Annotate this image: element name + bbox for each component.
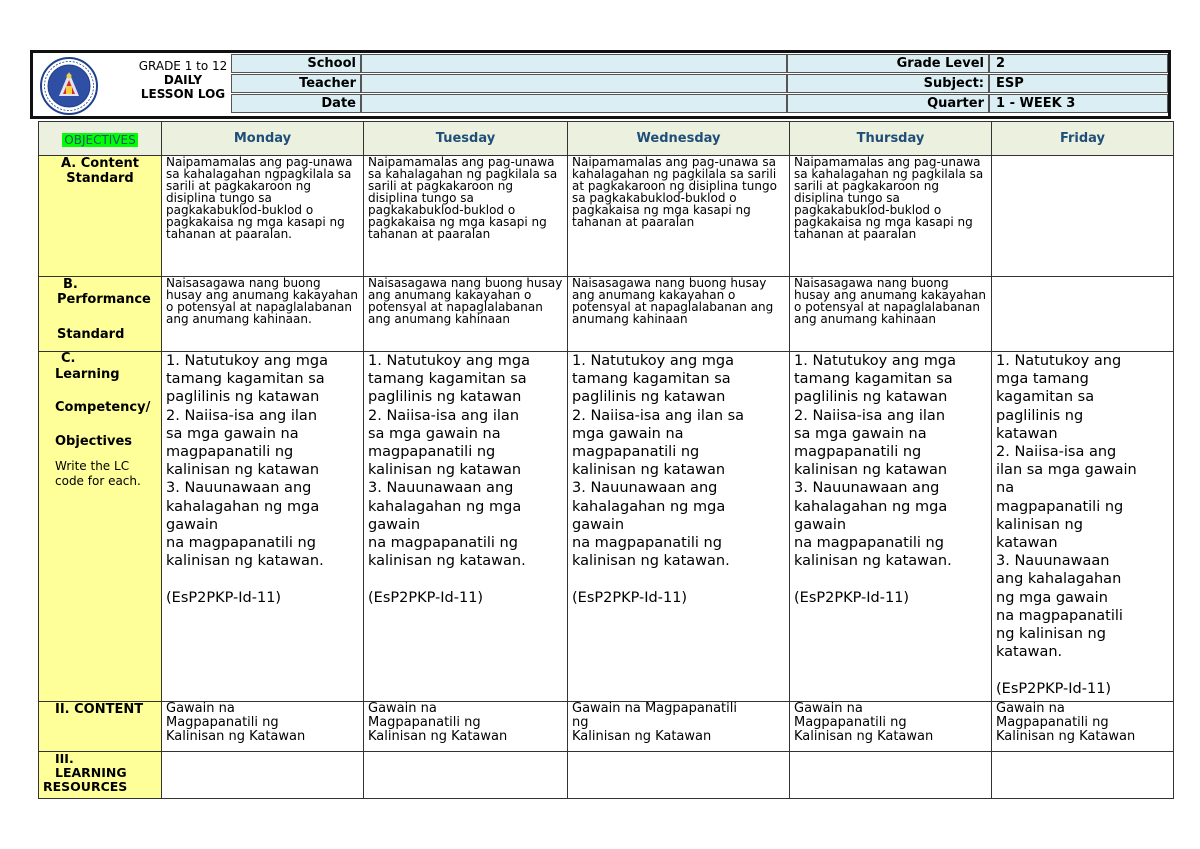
quarter-label: Quarter (787, 94, 989, 113)
school-label: School (231, 54, 361, 73)
day-header-friday: Friday (992, 122, 1174, 156)
learning-resources-wednesday[interactable] (568, 752, 790, 799)
content-standard-friday[interactable] (992, 156, 1174, 277)
competency-label-line3: Competency/ (55, 400, 151, 415)
performance-standard-label-line1: B. (63, 277, 78, 292)
lesson-log-header (30, 50, 1171, 119)
competency-thursday[interactable]: 1. Natutukoy ang mga tamang kagamitan sa paglilinis ng katawan 2. Naiisa-isa ang ilan sa mga gawain na magpapanatili ng kalinisan ng katawan 3. Nauunawaan ang kahalagahan ng mga gawain na magpapanatili ng kalinisan ng katawan. (EsP2PKP-Id-11) (790, 352, 992, 702)
content-tuesday[interactable]: Gawain na Magpapanatili ng Kalinisan ng Katawan (364, 702, 568, 752)
table-row-performance-standard (39, 277, 1174, 352)
learning-resources-friday[interactable] (992, 752, 1174, 799)
school-field[interactable] (361, 54, 787, 73)
learning-resources-tuesday[interactable] (364, 752, 568, 799)
competency-tuesday[interactable]: 1. Natutukoy ang mga tamang kagamitan sa paglilinis ng katawan 2. Naiisa-isa ang ilan sa mga gawain na magpapanatili ng kalinisan ng katawan 3. Nauunawaan ang kahalagahan ng mga gawain na magpapanatili ng kalinisan ng katawan. (EsP2PKP-Id-11) (364, 352, 568, 702)
subject-label: Subject: (787, 74, 989, 93)
day-header-monday: Monday (162, 122, 364, 156)
competency-label (39, 352, 162, 702)
table-row-learning-resources (39, 752, 1174, 799)
competency-note-line1: Write the LC (55, 459, 130, 473)
content-label: II. CONTENT (39, 702, 162, 752)
day-header-tuesday: Tuesday (364, 122, 568, 156)
performance-standard-label (39, 277, 162, 352)
content-standard-tuesday[interactable]: Naipamamalas ang pag-unawa sa kahalagahan ng pagkilala sa sarili at pagkakaroon ng disiplina tungo sa pagkakabuklod-buklod o pagkakaisa ng mga kasapi ng tahanan at paaralan (364, 156, 568, 277)
date-field[interactable] (361, 94, 787, 113)
content-standard-label-line1: A. Content (61, 156, 139, 171)
performance-standard-label-line3: Standard (57, 327, 125, 342)
competency-friday[interactable]: 1. Natutukoy ang mga tamang kagamitan sa paglilinis ng katawan 2. Naiisa-isa ang ilan sa mga gawain na magpapanatili ng kalinisan ng katawan 3. Nauunawaan ang kahalagahan ng mga gawain na magpapanatili ng kalinisan ng katawan. (EsP2PKP-Id-11) (992, 352, 1174, 702)
content-standard-wednesday[interactable]: Naipamamalas ang pag-unawa sa kahalagahan ng pagkilala sa sarili at pagkakaroon ng disiplina tungo sa pagkakabuklod-buklod o pagkakaisa ng mga kasapi ng tahanan at paaralan (568, 156, 790, 277)
subject-field[interactable]: ESP (989, 74, 1168, 93)
performance-standard-friday[interactable] (992, 277, 1174, 352)
lesson-log-text: LESSON LOG (140, 87, 226, 101)
grade-range-text: GRADE 1 to 12 (138, 59, 228, 73)
competency-label-line1: C. (61, 351, 76, 366)
table-row-content (39, 702, 1174, 752)
content-friday[interactable]: Gawain na Magpapanatili ng Kalinisan ng Katawan (992, 702, 1174, 752)
learning-resources-label-line1: III. (55, 751, 74, 766)
performance-standard-wednesday[interactable]: Naisasagawa nang buong husay ang anumang kakayahan o potensyal at napaglalabanan ang anumang kahinaan (568, 277, 790, 352)
date-label: Date (231, 94, 361, 113)
content-standard-label (39, 156, 162, 277)
content-wednesday[interactable]: Gawain na Magpapanatili ng Kalinisan ng Katawan (568, 702, 790, 752)
grade-level-label: Grade Level (787, 54, 989, 73)
header-row-2 (231, 74, 1168, 94)
competency-note-line2: code for each. (55, 474, 141, 488)
competency-wednesday[interactable]: 1. Natutukoy ang mga tamang kagamitan sa paglilinis ng katawan 2. Naiisa-isa ang ilan sa mga gawain na magpapanatili ng kalinisan ng katawan 3. Nauunawaan ang kahalagahan ng mga gawain na magpapanatili ng kalinisan ng katawan. (EsP2PKP-Id-11) (568, 352, 790, 702)
objectives-header-cell (39, 122, 162, 156)
performance-standard-monday[interactable]: Naisasagawa nang buong husay ang anumang kakayahan o potensyal at napaglalabanan ang anumang kahinaan. (162, 277, 364, 352)
objectives-header: OBJECTIVES (64, 133, 136, 147)
daily-text: DAILY (163, 73, 203, 87)
learning-resources-label (39, 752, 162, 799)
header-row-1 (231, 54, 1168, 74)
table-row-competency (39, 352, 1174, 702)
competency-label-line2: Learning (55, 367, 120, 382)
quarter-field[interactable]: 1 - WEEK 3 (989, 94, 1168, 113)
competency-label-line4: Objectives (55, 434, 133, 449)
lesson-log-table (38, 121, 1174, 799)
performance-standard-label-line2: Performance (57, 292, 151, 307)
performance-standard-tuesday[interactable]: Naisasagawa nang buong husay ang anumang kakayahan o potensyal at napaglalabanan ang anumang kahinaan (364, 277, 568, 352)
grade-level-field[interactable]: 2 (989, 54, 1168, 73)
teacher-label: Teacher (231, 74, 361, 93)
teacher-field[interactable] (361, 74, 787, 93)
performance-standard-thursday[interactable]: Naisasagawa nang buong husay ang anumang kakayahan o potensyal at napaglalabanan ang anumang kahinaan (790, 277, 992, 352)
learning-resources-label-line3: RESOURCES (43, 779, 128, 794)
content-standard-monday[interactable]: Naipamamalas ang pag-unawa sa kahalagahan ngpagkilala sa sarili at pagkakaroon ng disiplina tungo sa pagkakabuklod-buklod o pagkakaisa ng mga kasapi ng tahanan at paaralan. (162, 156, 364, 277)
content-standard-label-line2: Standard (66, 171, 134, 186)
content-thursday[interactable]: Gawain na Magpapanatili ng Kalinisan ng Katawan (790, 702, 992, 752)
header-fields (231, 53, 1168, 116)
day-header-thursday: Thursday (790, 122, 992, 156)
grade-title-block (125, 59, 241, 101)
table-header-row (39, 122, 1174, 156)
learning-resources-label-line2: LEARNING (55, 765, 127, 780)
day-header-wednesday: Wednesday (568, 122, 790, 156)
learning-resources-monday[interactable] (162, 752, 364, 799)
content-monday[interactable]: Gawain na Magpapanatili ng Kalinisan ng Katawan (162, 702, 364, 752)
header-row-3 (231, 94, 1168, 114)
deped-seal-logo (37, 56, 101, 116)
table-row-content-standard (39, 156, 1174, 277)
learning-resources-thursday[interactable] (790, 752, 992, 799)
content-standard-thursday[interactable]: Naipamamalas ang pag-unawa sa kahalagahan ng pagkilala sa sarili at pagkakaroon ng disiplina tungo sa pagkakabuklod-buklod o pagkakaisa ng mga kasapi ng tahanan at paaralan (790, 156, 992, 277)
competency-monday[interactable]: 1. Natutukoy ang mga tamang kagamitan sa paglilinis ng katawan 2. Naiisa-isa ang ilan sa mga gawain na magpapanatili ng kalinisan ng katawan 3. Nauunawaan ang kahalagahan ng mga gawain na magpapanatili ng kalinisan ng katawan. (EsP2PKP-Id-11) (162, 352, 364, 702)
